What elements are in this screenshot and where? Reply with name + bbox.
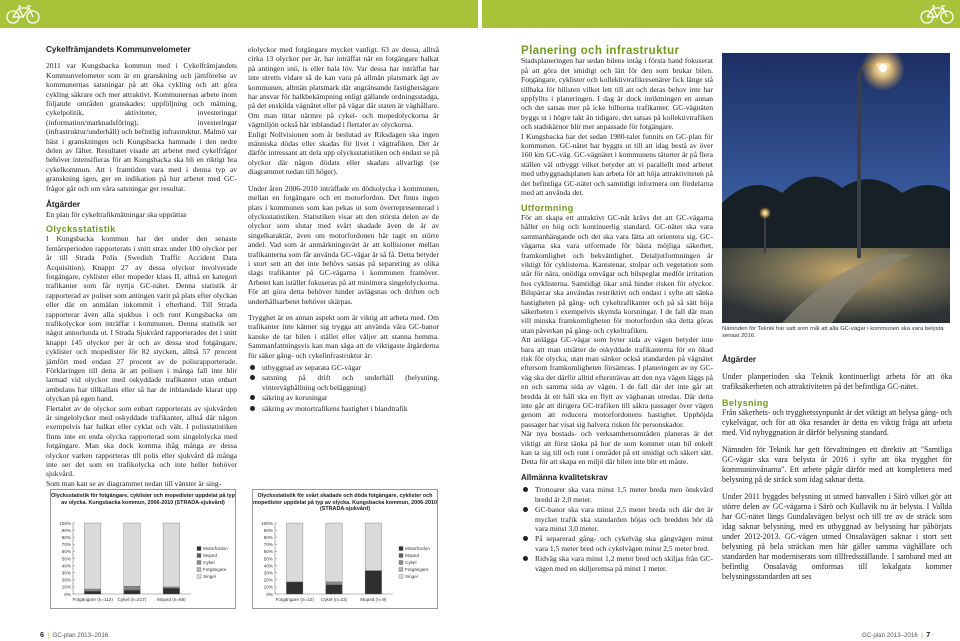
bar-segment-singel (124, 523, 141, 586)
utformning-paragraph-3: När nya bostads- och verksamhetsområden planeras är det viktigt att först tänka på hur de som kommer utan bil enkelt kan ta sig till och runt i området på ett smidigt och säkert sätt. Detta för att skapa en miljö där bilen inte blir ett måste. (521, 429, 713, 467)
y-tick-label: 90% (61, 527, 71, 533)
bicycle-icon (920, 4, 954, 24)
y-tick-label: 80% (61, 535, 71, 540)
legend-label: Motorfordon (405, 546, 430, 551)
footer-right: GC-plan 2013–2016 | 7 (862, 630, 931, 639)
bar-segment-motorfordon (365, 571, 382, 594)
olycksstatistik-paragraph-1: I Kungsbacka kommun har det under den senaste femårsperioden rapporterats i snitt strax under 100 olyckor per år till Strada Polis (Swedish Traffic Accident Data Acquisition). Knappt 27 av dessa olyckor involverade fotgängare, cyklister eller mopeder klass II, alltså en kategori trafikanter som får nyttja GC-nätet. Denna statistik är rapporterad av poliser som antingen varit på plats efter olyckan eller där en anmälan inkommit i efterhand. Till Strada rapporterar även alla sjukhus i och runt Kungsbacka om trafikolyckor som inträffar i kommunen. Denna statistik ser något annorlunda ut. I Strada Sjukvård rapporterades det i snitt knappt 145 olyckor per år och av dessa stod fotgängare, cyklister och mopedister för 82 stycken, alltså 57 procent jämfört med endast 27 procent av de polisrapporterade. Förklaringen till detta är att polisen i många fall inte blir larmad vid olyckor med oskyddade trafikanter utan enbart ambulans har tillkallats eller så har de inblandade klarat upp olyckan på egen hand. (46, 234, 237, 404)
kommunvelometer-paragraph: 2011 var Kungsbacka kommun med i Cykelfrämjandets Kommunvelometer som är en granskning och jämförelse av kommunernas satsningar på att öka cykling och att göra cykling säkrare och mer attraktivt. Kommunernas arbete inom följande områden granskades: uppföljning och mätning, cykelpolitik, aktiviteter, investeringar (information/marknadsföring), investeringar (infrastruktur/underhåll) och befintlig infrastruktur. Malmö var bäst i granskningen och Kungsbacka hamnade i den nedre delen av fältet. Resultatet visade att arbetet med cykelfrågor behöver intensifieras för att Kungsbacka ska bli en riktigt bra cykelkommun. Att i framtiden vara med i denna typ av granskning igen, ger en indikation på hur arbetet med GC-frågor går och om våra satsningar ger resultat. (46, 61, 237, 193)
col2-paragraph-2: Enligt Nollvisionen som år beslutad av Riksdagen ska ingen människa dödas eller skadas för livet i vägtrafiken. Det är därför intressant att dela upp olycksstatistiken och endast se på olyckor där någon dödats eller skadats allvarligt (se diagrammet nedan till höger). (248, 129, 439, 177)
legend-label: Singel (203, 574, 216, 579)
utformning-paragraph-1: För att skapa ett attraktivt GC-nät krävs det att GC-vägarna håller en hög och kontinuerlig standard. GC-nätet ska vara sammanhängande och det ska vara lätta att orientera sig. GC-vägarna ska vara utformade för bästa möjliga säkerhet, framkomlighet och bekvämlighet. Detaljutformningen är viktigt för cyklisterna. Kantstenar, stolpar och vegetation som står för nära, onödiga omvägar och bilspeglar medför irritation hos cyklisterna. Samtidigt ökar små hinder risken för olyckor. Bilspärrar ska användas restriktivt och endast i syfte att sänka hastigheten på gång- och cykeltrafikanter och på så sätt höja säkerheten i exempelvis skymda korsningar. I de fall där man vill minska framkomligheten för motorfordon ska detta göras utan påverkan på gång- och cykeltrafiken. (521, 212, 713, 335)
y-tick-label: 20% (61, 577, 71, 583)
y-tick-label: 80% (263, 535, 273, 540)
footer-left: 6 | GC-plan 2013–2016 (40, 630, 109, 639)
chart-plot (51, 490, 237, 610)
y-tick-label: 50% (263, 556, 273, 562)
bar-segment-singel (163, 523, 180, 587)
bullet-icon (523, 556, 528, 561)
y-tick-label: 60% (263, 549, 273, 555)
bar-segment-motorfordon (84, 591, 101, 594)
bar-segment-motorfordon (124, 590, 141, 594)
col2-paragraph-1: elolyckor med fotgängare mycket vanligt. 63 av dessa, alltså cirka 13 olyckor per år, har inträffat när en fotgängare halkat på antingen snö, is eller hala löv. Var dessa har inträffat har inte utretts vidare så de kan vara på allmän platsmark ägt av kommunen, allmän platsmark där angränsande fastighetsägare har ansvar för halkbekämpning enligt gällande ordningsstadga, på det enskilda vägnätet eller på vägar där staten är väghållare. Om man tittar närmre på cykel- och mopedolyckorna är vägmiljön också här inblandad i flertalet av olyckorna. (248, 45, 439, 130)
legend-swatch (399, 547, 403, 551)
y-tick-label: 0% (266, 591, 273, 597)
col2-paragraph-3: Under åren 2006-2010 inträffade en dödsolycka i kommunen, mellan en fotgängare och ett motorfordon. Det finns ingen plats i kommunen som kan pekas ut som överrepresenterad i olycksstatistiken. Statistiken visar att den största delen av de olyckor som slutar med svårt skadade även de är av singelkaraktär, även om motorfordonen här tagit en större andel. Vad som är anmärkningsvärt är att kollisioner mellan trafikanterna som får använda GC-vägar är så få. Detta betyder i stort sett att det inte behövs satsas på separering av olika slags trafikanter på GC-vägarna i kommunen framöver. Arbetet kan istället fokuseras på att minimera singelolyckorna. För att göra detta behöver hinder avlägsnas och driften och underhållsarbetet behöver skärpas. (248, 183, 439, 306)
chart-accidents-all (50, 489, 236, 609)
olycksstatistik-paragraph-3: Som man kan se av diagrammet nedan till vänster är sing- (46, 478, 222, 488)
olycksstatistik-heading: Olycksstatistik (46, 223, 116, 234)
top-bar-left (0, 0, 478, 28)
x-tick-label: Fotgängare (n=12) (275, 597, 314, 602)
bar-segment-motorfordon (286, 582, 303, 594)
column-4 (722, 355, 952, 582)
bullet-icon (250, 395, 255, 400)
photo-caption: Nämnden för Teknik har satt som mål att alla GC-vägar i kommunen ska vara belysta senast 2016. (722, 326, 944, 340)
atgarder-text: En plan för cykeltrafikmätningar ska upprättas (46, 209, 187, 219)
chart-title: Olycksstatistik för fotgängare, cyklister och mopedister uppdelat på typ av olycka. Kungsbacka kommun, 2006-2010 (STRADA-sjukvård) (51, 493, 235, 506)
belysning-paragraph-1: Från säkerhets- och trygghetssynpunkt är det viktigt att belysa gång- och cykelvägar, och för att öka resandet är detta en viktig fråga att arbeta med. Vid nybyggnation är därför belysning standard. (722, 408, 952, 437)
atgarder-heading: Åtgärder (46, 200, 81, 210)
legend-label: Moped (203, 553, 218, 558)
utformning-paragraph-2: Att anlägga GC-vägar som byter sida av vägen betyder inte bara att man utsätter de oskyddade trafikanterna för en ökad risk för olycka, utan man sänker också standarden på vägnätet eftersom framkomligheten försämras. I planeringen av ny GC-väg ska det därför alltid eftersträvas att den nya vägen läggs på en och samma sida av vägen. I de fall där det inte går att bredda åt ett håll ska en flytt av vägbanan utredas. Där detta inte går att dirigera GC-trafiken till säkra passager över vägen genom att reducera motorfordonens hastighet. Upphöjda passager har visat sig halvera risken för personskador. (521, 335, 713, 429)
y-tick-label: 20% (263, 577, 273, 583)
bicycle-icon (6, 4, 40, 24)
kommunvelometer-heading: Cykelfrämjandets Kommunvelometer (46, 45, 191, 54)
list-item: säkring av korsningar (248, 393, 439, 402)
legend-label: Motorfordon (203, 546, 228, 551)
kvalitetskrav-heading: Allmänna kvalitetskrav (521, 472, 608, 482)
legend-label: Moped (405, 553, 420, 558)
bar-segment-singel (326, 523, 343, 582)
bar-segment-cykel (124, 587, 141, 590)
y-tick-label: 90% (263, 527, 273, 533)
utformning-heading: Utformning (521, 202, 574, 213)
legend-swatch (399, 554, 403, 558)
col2-paragraph-4: Trygghet är en annan aspekt som är viktig att arbeta med. Om trafikanter inte känner sig trygga att använda våra GC-banor kanske de tar bilen i stället eller väljer att stanna hemma. Sammanfattningsvis kan man säga att de viktigaste åtgärderna för säker gång- och cykelinfrastruktur är: (248, 312, 439, 360)
bar-segment-motorfordon (326, 585, 343, 594)
belysning-heading: Belysning (722, 398, 769, 408)
streetlight-photo (722, 53, 950, 323)
y-tick-label: 40% (61, 563, 71, 569)
list-item: säkring av motortrafikens hastighet i blandtrafik (248, 404, 439, 413)
bar-segment-cykel (326, 582, 343, 585)
legend-swatch (399, 568, 403, 572)
bar-segment-singel (84, 523, 101, 589)
legend-swatch (399, 575, 403, 579)
bullet-icon (523, 507, 528, 512)
kvalitetskrav-list (521, 485, 713, 573)
x-tick-label: Moped (n=9) (360, 597, 387, 602)
doc-title: GC-plan 2013–2016 (52, 632, 109, 639)
chart-plot (253, 490, 439, 610)
bar-segment-cykel (84, 589, 101, 591)
y-tick-label: 70% (61, 542, 71, 548)
chart-title: Olycksstatistik för svårt skadade och döda fotgängare, cyklister och mopedister uppdelat på typ av olycka. Kungsbacka kommun, 2006-2010 (STRADA-sjukvård) (253, 493, 437, 512)
y-tick-label: 10% (263, 584, 273, 590)
y-tick-label: 0% (64, 591, 71, 597)
column-3 (521, 47, 713, 574)
legend-swatch (197, 547, 201, 551)
list-item: Ridväg ska vara minst 1,2 meter bred och skiljas från GC-vägen med en skiljeremsa på minst 1 meter. (521, 554, 713, 573)
bullet-icon (250, 365, 255, 370)
atgarder-heading-right: Åtgärder (722, 355, 757, 364)
bullet-icon (523, 487, 528, 492)
list-item: satsning på drift och underhåll (belysning, vinterväghållning och beläggning) (248, 373, 439, 392)
atgarder-paragraph: Under planperioden ska Teknik kontinuerligt arbeta för att öka trafiksäkerheten och attraktiviteten på det befintliga GC-nätet. (722, 372, 952, 391)
y-tick-label: 10% (61, 584, 71, 590)
bar-segment-motorfordon (163, 588, 180, 594)
olycksstatistik-paragraph-2: Flertalet av de olyckor som enbart rapporterats av sjukvården är singelolyckor med oskyddade trafikanter, alltså där någon exempelvis har halkat eller cyklat och vält. I polisstatistiken finns inte en enda olycka rapporterad som singelolycka med fotgängare. Man ska dock komma ihåg många av dessa olyckor varken rapporteras till polis eller sjukvård då många inte ser det som en trafikolycka och inte heller behöver sjukvård. (46, 403, 237, 479)
list-item: GC-banor ska vara minst 2,5 meter breda och där det är mycket trafik ska standarden höjas och bredden bör då vara minst 3,0 meter. (521, 505, 713, 533)
x-tick-label: Fotgängare (n=112) (72, 597, 113, 602)
planering-paragraph-2: I Kungsbacka har det sedan 1980-talet funnits en GC-plan för kommunen. GC-nätet har byggts ut till att idag bestå av över 160 km GC-väg. GC-vägnätet i kommunens tätorter är på flera ställen väl utbyggt vilket betyder att vi parallellt med arbetet med utbyggnadsplanen kan arbeta för att höja attraktiviteten på det befintliga GC-nätet och samtidigt informera om fördelarna med att använda det. (521, 131, 713, 198)
y-tick-label: 30% (61, 570, 71, 576)
column-1 (46, 45, 237, 488)
page-number: 6 (40, 630, 44, 639)
y-tick-label: 100% (261, 520, 273, 526)
legend-swatch (197, 568, 201, 572)
bullet-icon (250, 406, 255, 411)
bar-segment-singel (286, 523, 303, 582)
bar-segment-singel (365, 523, 382, 571)
y-tick-label: 40% (263, 563, 273, 569)
legend-label: Fotgängare (203, 567, 227, 572)
legend-swatch (197, 561, 201, 565)
belysning-paragraph-2: Nämnden för Teknik har gett förvaltningen ett direktiv att "Samtliga GC-vägar ska vara belysta år 2016 i syfte att öka trygghet för kommuninvånarna". Ett arbete pågår därför med att komplettera med belysning på de sträck som idag saknar detta. (722, 445, 952, 484)
bullet-icon (523, 536, 528, 541)
list-item: utbyggnad av separata GC-vägar (248, 363, 439, 372)
planering-paragraph-1: Stadsplaneringen har sedan bilens intåg i första hand fokuserat på att göra det smidigt och lätt för den som brukar bilen. Fotgängare, cyklister och kollektivtrafikresenärer fick länge stå tillbaka för bilisten vilket lett till att och deras behov inte har uppfyllts i planeringen. I dag är dock inriktningen en annan och det satsas mer på icke bilburna trafikanter. GC-vägnäten byggs ut i högre takt än tidigare, det satsas på kollektivtrafiken och stadskärnor blir mer anpassade för fotgängare. (521, 56, 713, 132)
list-item: På separerad gång- och cykelväg ska gångvägen minst vara 1,5 meter bred och cykelvägen minst 2,5 meter bred. (521, 534, 713, 553)
planering-heading: Planering och infrastruktur (521, 45, 680, 57)
legend-swatch (197, 575, 201, 579)
top-bar-right (482, 0, 960, 28)
page-number: 7 (926, 630, 931, 639)
y-tick-label: 50% (61, 556, 71, 562)
chart-accidents-severe (252, 489, 438, 609)
legend-label: Cykel (405, 560, 417, 565)
bullet-icon (250, 375, 255, 380)
y-tick-label: 60% (61, 549, 71, 555)
legend-swatch (399, 561, 403, 565)
safety-measures-list (248, 363, 439, 413)
x-tick-label: Moped (n=65) (156, 597, 186, 602)
bar-segment-cykel (163, 587, 180, 588)
legend-swatch (197, 554, 201, 558)
y-tick-label: 70% (263, 542, 273, 548)
doc-title: GC-plan 2013–2016 (862, 632, 918, 639)
x-tick-label: Cykel (n=23) (320, 597, 348, 602)
legend-label: Fotgängare (405, 567, 429, 572)
belysning-paragraph-3: Under 2011 byggdes belysning ut utmed banvallen i Särö vilket gör att större delen av GC-vägarna i Särö och Kullavik nu är belysta. I Vallda har GC-nätet längs Gundalavägen belyst och till tre av de sträck som idag saknar belysning, med en utbyggnad av belysning har påbörjats under 2012-2013. GC-vägen utmed Onsalavägen saknar i stort sett belysning på hela sträckan men här gäller samma väghållare och standarden har moderniserats som tillfredsställande. I samband med att befintlig Onsalaväg omformas till lokalgata kommer belysningsstandarden att ses (722, 492, 952, 581)
column-2 (248, 45, 439, 414)
y-tick-label: 100% (59, 520, 71, 526)
legend-label: Cykel (203, 560, 215, 565)
y-tick-label: 30% (263, 570, 273, 576)
x-tick-label: Cykel (n=217) (117, 597, 147, 602)
legend-label: Singel (405, 574, 418, 579)
list-item: Trottoarer ska vara minst 1,5 meter breda men önskvärd bredd är 2,0 meter. (521, 485, 713, 504)
